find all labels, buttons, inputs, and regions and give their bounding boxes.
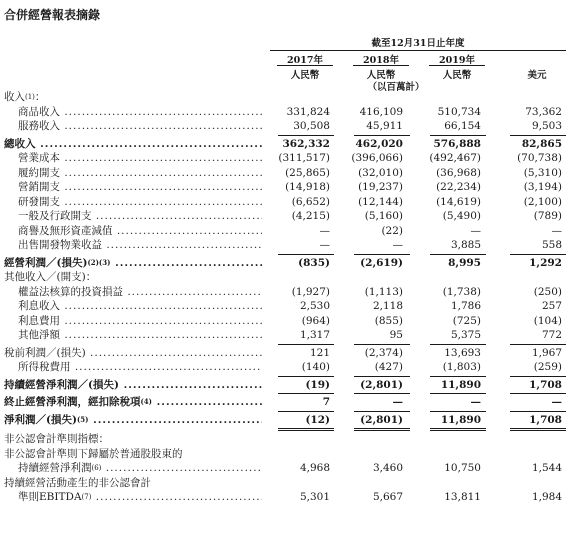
row-label	[4, 447, 262, 462]
row-label	[18, 328, 262, 343]
column-year-rule	[277, 65, 333, 66]
row-label	[18, 360, 262, 375]
total-rule	[510, 135, 566, 136]
value-cell: 13,693	[444, 346, 481, 359]
value-cell: (2,374)	[364, 346, 403, 359]
row-label	[18, 490, 262, 505]
value-cell: (25,865)	[285, 166, 330, 179]
total-rule	[354, 376, 410, 377]
value-cell: 5,301	[299, 491, 330, 503]
row-label	[4, 432, 262, 447]
value-cell: (6,652)	[291, 195, 330, 208]
row-impairment	[0, 224, 569, 239]
value-cell: (19,237)	[358, 181, 403, 193]
row-label-text: 商品收入	[18, 105, 60, 118]
row-label-text: 持續經營淨利潤／(損失)	[4, 378, 119, 391]
value-cell: (140)	[301, 361, 330, 373]
row-other-header	[0, 270, 569, 285]
total-rule	[278, 376, 334, 377]
value-cell: (3,194)	[523, 181, 562, 193]
column-year-2: 2019年	[439, 55, 475, 66]
row-product-revenue	[0, 105, 569, 120]
value-cell: (1,738)	[442, 285, 481, 298]
row-property-gain	[0, 238, 569, 253]
row-nongaap-line1	[0, 447, 569, 462]
row-nongaap-net	[0, 461, 569, 476]
row-label	[4, 256, 262, 271]
period-rule	[270, 50, 566, 51]
row-label-text: 履約開支	[18, 166, 60, 179]
row-label	[4, 137, 262, 152]
row-pretax	[0, 346, 569, 361]
row-label	[18, 195, 262, 210]
row-ebitda-line1	[0, 476, 569, 491]
row-marketing	[0, 180, 569, 195]
value-cell: 5,375	[450, 329, 481, 341]
value-cell: 11,890	[440, 378, 481, 391]
value-cell: 510,734	[437, 105, 481, 118]
total-rule	[510, 428, 566, 431]
value-cell: —	[551, 224, 562, 237]
column-year-1: 2018年	[363, 55, 399, 66]
value-cell: (311,517)	[278, 152, 330, 164]
row-others	[0, 328, 569, 343]
value-cell: (22,234)	[436, 181, 481, 193]
value-cell: 1,786	[450, 300, 481, 312]
period-header: 截至12月31日止年度	[371, 38, 465, 49]
total-rule	[354, 393, 410, 394]
value-cell: 2,530	[299, 300, 330, 312]
value-cell: 9,503	[531, 120, 562, 132]
row-fulfillment	[0, 166, 569, 181]
row-label	[4, 413, 262, 428]
value-cell: (2,100)	[523, 195, 562, 208]
row-operating-income	[0, 256, 569, 271]
row-nongaap-header	[0, 432, 569, 447]
value-cell: 95	[389, 329, 403, 341]
row-label-suffix: ：	[85, 271, 97, 283]
column-currency-2: 人民幣	[442, 70, 472, 81]
total-rule	[430, 344, 486, 345]
value-cell: (12)	[305, 413, 330, 426]
row-label-text: 一般及行政開支	[18, 210, 92, 222]
row-label	[18, 166, 262, 181]
value-cell: (1,803)	[442, 361, 481, 373]
footnote-ref: (4)	[140, 397, 152, 406]
row-label-text: 稅前利潤／(損失)	[4, 346, 86, 359]
row-rnd	[0, 195, 569, 210]
value-cell: 30,508	[293, 120, 330, 132]
column-currency-1: 人民幣	[366, 70, 396, 81]
value-cell: 45,911	[366, 120, 403, 132]
value-cell: 558	[541, 239, 562, 251]
row-cost-of-revenue	[0, 151, 569, 166]
row-label	[18, 461, 262, 476]
row-label	[18, 180, 262, 195]
value-cell: 1,292	[529, 256, 562, 269]
row-label-text: 其他淨額	[18, 329, 60, 341]
row-revenue-header	[0, 90, 569, 105]
total-rule	[354, 411, 410, 412]
value-cell: (104)	[533, 314, 562, 327]
value-cell: 66,154	[444, 120, 481, 132]
value-cell: 1,708	[529, 413, 562, 426]
row-label-text: 收入	[4, 91, 25, 103]
value-cell: 576,888	[433, 137, 481, 150]
total-rule	[430, 254, 486, 255]
value-cell: —	[392, 396, 403, 408]
row-tax	[0, 360, 569, 375]
row-label	[18, 151, 262, 166]
value-cell: 73,362	[525, 105, 562, 118]
value-cell: 8,995	[448, 256, 481, 269]
value-cell: 1,317	[299, 329, 330, 341]
total-rule	[430, 411, 486, 412]
value-cell: (964)	[301, 314, 330, 327]
row-ebitda	[0, 490, 569, 505]
value-cell: (5,490)	[442, 210, 481, 222]
row-label	[18, 209, 262, 224]
value-cell: (789)	[533, 210, 562, 222]
row-label-text: 商譽及無形資產減值	[18, 224, 113, 237]
row-label-text: 所得稅費用	[18, 361, 71, 373]
total-rule	[510, 376, 566, 377]
value-cell: —	[470, 396, 481, 408]
row-label	[18, 299, 262, 314]
value-cell: —	[470, 224, 481, 237]
value-cell: 121	[309, 346, 330, 359]
value-cell: —	[551, 396, 562, 408]
statement-table	[0, 90, 569, 505]
row-service-revenue	[0, 119, 569, 134]
value-cell: (492,467)	[429, 152, 481, 164]
value-cell: (12,144)	[358, 195, 403, 208]
value-cell: (70,738)	[517, 152, 562, 164]
row-label	[18, 285, 262, 300]
value-cell: (32,010)	[358, 166, 403, 179]
total-rule	[510, 344, 566, 345]
value-cell: (19)	[305, 378, 330, 391]
row-label-text: 持續經營活動產生的非公認會計	[4, 476, 151, 489]
row-net-income	[0, 413, 569, 428]
footnote-ref: (2)(3)	[87, 257, 111, 267]
value-cell: 772	[541, 329, 562, 341]
total-rule	[278, 428, 334, 431]
row-label-text: 出售開發物業收益	[18, 239, 102, 251]
value-cell: (259)	[533, 361, 562, 373]
total-rule	[510, 393, 566, 394]
row-label	[4, 476, 262, 491]
value-cell: (250)	[533, 285, 562, 298]
total-rule	[430, 428, 486, 431]
value-cell: —	[319, 239, 330, 251]
row-label	[18, 238, 262, 253]
row-label-text: 營銷開支	[18, 181, 60, 193]
row-label-text: 淨利潤／(損失)	[4, 413, 77, 426]
total-rule	[430, 376, 486, 377]
value-cell: 1,984	[531, 491, 562, 503]
total-rule	[510, 411, 566, 412]
row-label-text: 營業成本	[18, 152, 60, 164]
total-rule	[278, 411, 334, 412]
row-interest-expense	[0, 314, 569, 329]
value-cell: (5,160)	[364, 210, 403, 222]
row-label-text: 研發開支	[18, 195, 60, 208]
total-rule	[354, 428, 410, 431]
row-label-text: 持續經營淨利潤	[18, 462, 92, 474]
footnote-ref: (6)	[91, 464, 102, 472]
total-rule	[278, 393, 334, 394]
value-cell: 3,885	[450, 239, 481, 251]
row-label-text: 非公認會計準則指標：	[4, 433, 109, 445]
value-cell: (14,918)	[285, 181, 330, 193]
value-cell: (1,113)	[364, 285, 403, 298]
value-cell: 1,544	[531, 462, 562, 474]
row-equity-method	[0, 285, 569, 300]
row-label	[4, 346, 262, 361]
row-discontinued	[0, 395, 569, 410]
footnote-ref: (1)	[25, 93, 35, 101]
total-rule	[354, 344, 410, 345]
value-cell: 1,967	[531, 346, 562, 359]
row-label	[4, 395, 262, 410]
value-cell: 11,890	[440, 413, 481, 426]
row-label-text: 總收入	[4, 137, 36, 150]
row-label	[18, 105, 262, 120]
value-cell: (725)	[452, 314, 481, 327]
total-rule	[278, 344, 334, 345]
row-label-text: 利息收入	[18, 300, 60, 312]
total-rule	[354, 254, 410, 255]
value-cell: 10,750	[444, 462, 481, 474]
row-label	[4, 270, 262, 285]
value-cell: (2,801)	[360, 413, 403, 426]
row-label-text: 非公認會計準則下歸屬於普通股股東的	[4, 447, 183, 460]
total-rule	[278, 254, 334, 255]
row-label-text: 準則EBITDA	[18, 491, 82, 503]
total-rule	[510, 254, 566, 255]
value-cell: (36,968)	[436, 166, 481, 179]
column-year-0: 2017年	[287, 55, 323, 66]
value-cell: (855)	[374, 314, 403, 327]
value-cell: (22)	[381, 224, 403, 237]
column-year-rule	[429, 65, 485, 66]
column-currency-0: 人民幣	[290, 70, 320, 81]
value-cell: 2,118	[372, 300, 403, 312]
value-cell: (427)	[374, 361, 403, 373]
page-title: 合併經營報表摘錄	[4, 8, 101, 22]
value-cell: (396,066)	[351, 152, 403, 164]
value-cell: (835)	[298, 256, 330, 269]
value-cell: (2,619)	[360, 256, 403, 269]
row-label	[18, 119, 262, 134]
value-cell: 13,811	[444, 491, 481, 503]
value-cell: 7	[322, 396, 330, 408]
value-cell: (5,310)	[523, 166, 562, 179]
row-label-text: 利息費用	[18, 314, 60, 327]
value-cell: 5,667	[372, 491, 403, 503]
row-total-revenue	[0, 137, 569, 152]
value-cell: (2,801)	[360, 378, 403, 391]
value-cell: (4,215)	[291, 210, 330, 222]
row-label-text: 權益法核算的投資損益	[18, 285, 123, 298]
column-year-rule	[353, 65, 409, 66]
row-label-text: 終止經營淨利潤，經扣除稅項	[4, 396, 141, 408]
value-cell: 462,020	[355, 137, 403, 150]
row-label-text: 經營利潤／(損失)	[4, 256, 88, 269]
footnote-ref: (5)	[76, 414, 89, 424]
value-cell: 1,708	[529, 378, 562, 391]
value-cell: 4,968	[299, 462, 330, 474]
value-cell: 257	[541, 300, 562, 312]
value-cell: (1,927)	[291, 285, 330, 298]
row-continuing-net	[0, 378, 569, 393]
row-label-suffix: ：	[34, 91, 46, 103]
value-cell: —	[392, 239, 403, 251]
row-label	[4, 90, 262, 105]
row-ga	[0, 209, 569, 224]
value-cell: —	[319, 224, 330, 237]
row-label-text: 其他收入／(開支)	[4, 271, 86, 283]
total-rule	[430, 135, 486, 136]
unit-note: （以百萬計）	[367, 82, 425, 93]
value-cell: 3,460	[372, 462, 403, 474]
row-label	[18, 224, 262, 239]
total-rule	[278, 135, 334, 136]
row-label	[4, 378, 262, 393]
value-cell: 82,865	[521, 137, 562, 150]
value-cell: 331,824	[286, 105, 330, 118]
total-rule	[430, 393, 486, 394]
column-currency-3: 美元	[527, 70, 547, 81]
total-rule	[354, 135, 410, 136]
row-label	[18, 314, 262, 329]
row-interest-income	[0, 299, 569, 314]
value-cell: 416,109	[359, 105, 403, 118]
value-cell: 362,332	[282, 137, 330, 150]
footnote-ref: (7)	[81, 493, 92, 501]
row-label-text: 服務收入	[18, 120, 60, 132]
value-cell: (14,619)	[436, 195, 481, 208]
